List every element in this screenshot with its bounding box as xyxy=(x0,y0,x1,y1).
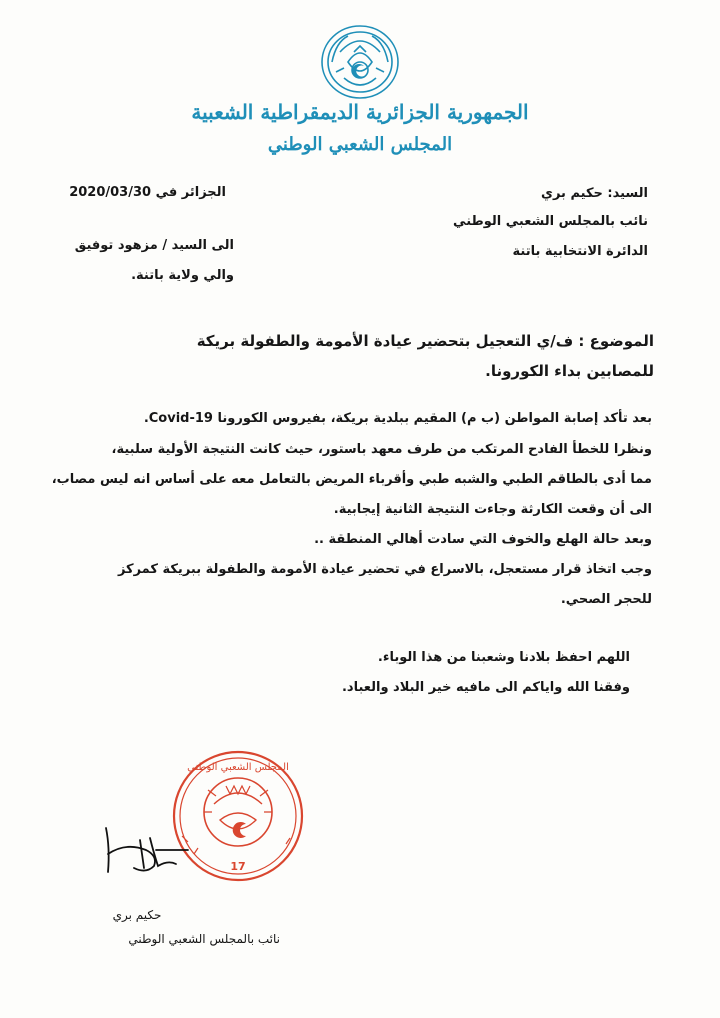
assembly-title: المجلس الشعبي الوطني xyxy=(267,134,453,155)
recipient-name: الى السيد / مزهود توفيق xyxy=(74,238,234,253)
closing-wishes: وفقنا الله واياكم الى مافيه خير البلاد والعباد. xyxy=(341,680,630,695)
letter-date: الجزائر في 2020/03/30 xyxy=(69,185,226,200)
stamp-number: 17 xyxy=(230,860,246,873)
body-line: ونظرا للخطأ الفادح المرتكب من طرف معهد باستور، حيث كانت النتيجة الأولية سلبية، xyxy=(111,442,652,457)
signatory-role: نائب بالمجلس الشعبي الوطني xyxy=(128,932,280,946)
body-line: وجب اتخاذ قرار مستعجل، بالاسراع في تحضير عيادة الأمومة والطفولة ببريكة كمركز xyxy=(117,562,652,577)
sender-district: الدائرة الانتخابية باتنة xyxy=(512,244,648,259)
signatory-name: حكيم بري xyxy=(112,908,162,922)
recipient-title: والي ولاية باتنة. xyxy=(131,268,234,283)
subject-line-continued: للمصابين بداء الكورونا. xyxy=(485,362,654,380)
subject-line: الموضوع : ف/ي التعجيل بتحضير عيادة الأمومة والطفولة بريكة xyxy=(196,332,654,350)
body-line: وبعد حالة الهلع والخوف التي سادت أهالي المنطقة .. xyxy=(314,532,652,547)
sender-name: السيد: حكيم بري xyxy=(541,186,648,201)
algerian-seal-icon xyxy=(318,22,402,102)
closing-prayer: اللهم احفظ بلادنا وشعبنا من هذا الوباء. xyxy=(377,650,630,665)
sender-position: نائب بالمجلس الشعبي الوطني xyxy=(453,214,648,229)
body-line: مما أدى بالطاقم الطبي والشبه طبي وأقرباء المريض بالتعامل معه على أساس انه ليس مصاب، xyxy=(51,472,652,487)
stamp-text: المجلس الشعبي الوطني xyxy=(187,762,289,773)
republic-title: الجمهورية الجزائرية الديمقراطية الشعبية xyxy=(191,100,529,124)
body-line: للحجر الصحي. xyxy=(560,592,652,607)
body-line: بعد تأكد إصابة المواطن (ب م) المقيم ببلدية بريكة، بفيروس الكورونا Covid-19. xyxy=(143,411,652,426)
body-line: الى أن وقعت الكارثة وجاءت النتيجة الثانية إيجابية. xyxy=(333,502,652,517)
handwritten-signature-icon xyxy=(96,820,206,880)
